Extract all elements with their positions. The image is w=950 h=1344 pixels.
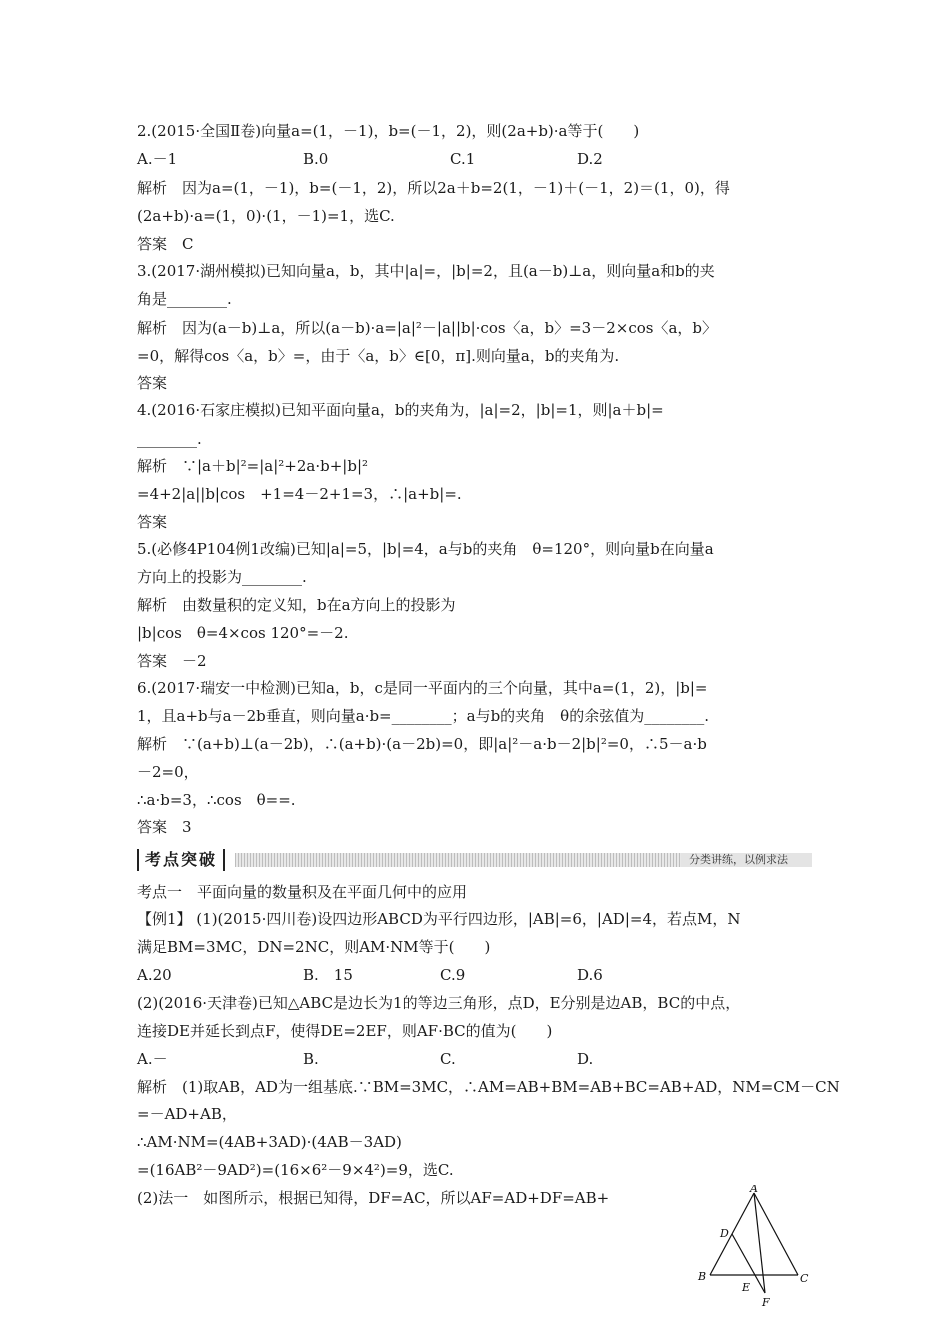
question-5-stem-line-2: 方向上的投影为________. (137, 568, 307, 586)
question-3-analysis-line-1: 解析 因为(a－b)⊥a，所以(a－b)·a=|a|²－|a||b|·cos〈a，b〉=3－2×cos〈a，b〉 (137, 319, 717, 337)
question-6-analysis-line-3: ∴a·b=3，∴cos θ==. (137, 791, 296, 809)
example-1-analysis-line-3: ∴AM·NM=(4AB+3AD)·(4AB－3AD) (137, 1133, 402, 1151)
question-5-analysis-line-1: 解析 由数量积的定义知，b在a方向上的投影为 (137, 596, 456, 614)
question-4-analysis-line-1: 解析 ∵|a＋b|²=|a|²+2a·b+|b|² (137, 457, 369, 475)
question-4-stem-line-1: 4.(2016·石家庄模拟)已知平面向量a，b的夹角为，|a|=2，|b|=1，则|a＋b|= (137, 401, 664, 419)
question-2-analysis-line-2: (2a+b)·a=(1，0)·(1，－1)=1，选C. (137, 207, 395, 225)
option-c: C.9 (440, 966, 466, 984)
banner-tag: 分类讲练，以例求法 (681, 853, 812, 867)
example-1-options (137, 965, 820, 985)
question-2-stem: 2.(2015·全国Ⅱ卷)向量a=(1，－1)，b=(－1，2)，则(2a+b)·a等于( ) (137, 122, 640, 140)
question-3-answer: 答案 (137, 374, 168, 392)
label-a: A (750, 1185, 758, 1195)
example-1-part-2-options (137, 1049, 820, 1069)
question-3-stem-line-2: 角是________. (137, 290, 232, 308)
segment-af (754, 1193, 765, 1293)
label-c: C (800, 1272, 809, 1285)
option-c: C.1 (450, 150, 476, 168)
label-d: D (720, 1227, 729, 1240)
option-d: D.2 (577, 150, 603, 168)
example-1-analysis-line-2: =－AD+AB， (137, 1105, 237, 1123)
question-5-stem-line-1: 5.(必修4P104例1改编)已知|a|=5，|b|=4，a与b的夹角 θ=120°，则向量b在向量a (137, 540, 714, 558)
question-3-analysis-line-2: =0，解得cos〈a，b〉=，由于〈a，b〉∈[0，π].则向量a，b的夹角为. (137, 347, 620, 365)
example-1-analysis-line-4: =(16AB²－9AD²)=(16×6²－9×4²)=9，选C. (137, 1161, 454, 1179)
option-b: B. (303, 1050, 319, 1068)
example-1-analysis-line-1: 解析 (1)取AB，AD为一组基底.∵BM=3MC，∴AM=AB+BM=AB+BC=AB+AD，NM=CM－CN (137, 1078, 840, 1096)
option-d: D. (577, 1050, 594, 1068)
question-2-answer: 答案 C (137, 235, 194, 253)
option-c: C. (440, 1050, 456, 1068)
triangle-figure (694, 1185, 814, 1310)
question-4-stem-line-2: ________. (137, 430, 202, 448)
question-5-analysis-line-2: |b|cos θ=4×cos 120°=－2. (137, 624, 349, 642)
question-6-answer: 答案 3 (137, 818, 192, 836)
option-a: A.－ (137, 1050, 168, 1068)
option-a: A.－1 (137, 150, 178, 168)
question-4-analysis-line-2: =4+2|a||b|cos +1=4－2+1=3，∴|a+b|=. (137, 485, 462, 503)
question-4-answer: 答案 (137, 513, 168, 531)
label-e: E (742, 1281, 751, 1294)
topic-heading: 考点一 平面向量的数量积及在平面几何中的应用 (137, 883, 468, 901)
banner-title: 考点突破 (137, 849, 225, 871)
question-2-analysis-line-1: 解析 因为a=(1，－1)，b=(－1，2)，所以2a＋b=2(1，－1)＋(－1，2)＝(1，0)，得 (137, 179, 730, 197)
option-d: D.6 (577, 966, 603, 984)
question-6-analysis-line-2: －2=0， (137, 763, 199, 781)
option-b: B.0 (303, 150, 329, 168)
option-b: B. 15 (303, 966, 353, 984)
question-2-options (137, 149, 820, 169)
example-1-method-1-line: (2)法一 如图所示，根据已知得，DF=AC，所以AF=AD+DF=AB+ (137, 1189, 610, 1207)
example-1-part-2-line-2: 连接DE并延长到点F，使得DE=2EF，则AF·BC的值为( ) (137, 1022, 553, 1040)
option-a: A.20 (137, 966, 172, 984)
example-1-stem-line-2: 满足BM=3MC，DN=2NC，则AM·NM等于( ) (137, 938, 491, 956)
section-banner (137, 849, 812, 871)
question-3-stem-line-1: 3.(2017·湖州模拟)已知向量a，b，其中|a|=，|b|=2，且(a－b)⊥a，则向量a和b的夹 (137, 262, 715, 280)
question-6-stem-line-1: 6.(2017·瑞安一中检测)已知a，b，c是同一平面内的三个向量，其中a=(1，2)，|b|= (137, 679, 708, 697)
question-6-analysis-line-1: 解析 ∵(a+b)⊥(a－2b)，∴(a+b)·(a－2b)=0，即|a|²－a·b－2|b|²=0，∴5－a·b (137, 735, 707, 753)
question-5-answer: 答案 －2 (137, 652, 207, 670)
label-f: F (762, 1296, 770, 1309)
question-6-stem-line-2: 1，且a+b与a－2b垂直，则向量a·b=________；a与b的夹角 θ的余弦值为________. (137, 707, 709, 725)
edge-ac (754, 1193, 798, 1275)
label-b: B (698, 1270, 707, 1283)
example-1-part-2-line-1: (2)(2016·天津卷)已知△ABC是边长为1的等边三角形，点D，E分别是边AB，BC的中点， (137, 994, 741, 1012)
example-1-stem-line-1: 【例1】 (1)(2015·四川卷)设四边形ABCD为平行四边形，|AB|=6，|AD|=4，若点M，N (137, 910, 741, 928)
